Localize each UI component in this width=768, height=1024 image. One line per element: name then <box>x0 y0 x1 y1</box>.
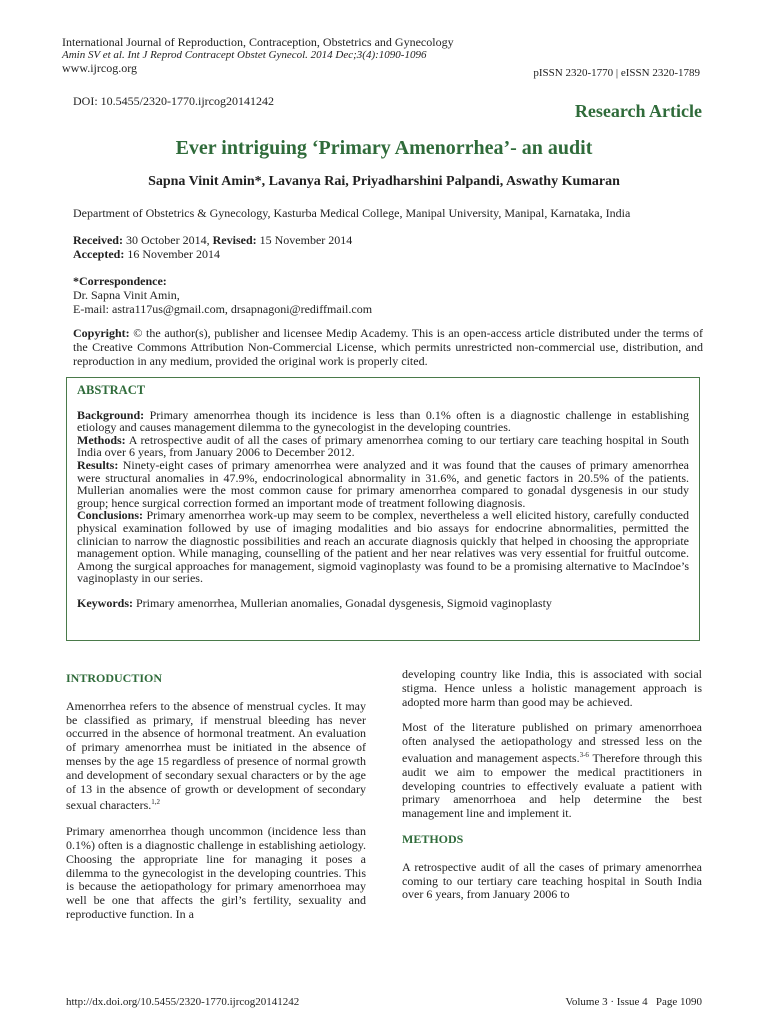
background-text: Primary amenorrhea though its incidence is less than 0.1% often is a diagnostic challenge in establishing etiology and causes management dilemma to the gynecologist in the developing countries. <box>77 407 689 435</box>
methods-heading: METHODS <box>402 831 464 846</box>
introduction-heading: INTRODUCTION <box>66 671 163 685</box>
citation: Amin SV et al. Int J Reprod Contracept Obstet Gynecol. 2014 Dec;3(4):1090-1096 <box>62 49 427 61</box>
methods-text: A retrospective audit of all the cases of primary amenorrhea coming to our tertiary care teaching hospital in South India over 6 years, from January 2006 to December 2012. <box>77 432 689 460</box>
intro-p4-text-a: Most of the literature published on primary amenorrhoea often analysed the aetiopathology and stressed less on the evaluation and management aspects. <box>402 720 702 765</box>
accepted-date: 16 November 2014 <box>124 247 220 261</box>
correspondence-name: Dr. Sapna Vinit Amin, <box>73 288 180 302</box>
conclusions-text: Primary amenorrhea work-up may seem to be complex, nevertheless a well elicited history, carefully conducted physical examination followed by use of imaging modalities and bio assays for endocrine abnormalities, permitted the clinician to narrow the diagnostic possibilities and reach an accurate diagnosis quickly that helped in choosing the appropriate management option. While managing, counselling of the patient and her near relatives was very essential for fruitful outcome. Among the surgical approaches for management, sigmoid vaginoplasty was found to be a promising alternative to MacIndoe’s vaginoplasty in our series. <box>77 508 689 586</box>
doi: DOI: 10.5455/2320-1770.ijrcog20141242 <box>73 94 274 108</box>
reference-superscript: 3-6 <box>579 750 589 759</box>
background-label: Background: <box>77 407 145 422</box>
journal-header <box>62 36 454 75</box>
intro-paragraph-3: developing country like India, this is associated with social stigma. Hence unless a holistic management approach is adopted more harm than good may be achieved. <box>402 667 702 709</box>
intro-p4-text-b: Therefore through this audit we aim to empower the medical practitioners in developing countries to effectively evaluate a patient with primary amenorrhoea and help determine the best management line and implement it. <box>402 750 703 821</box>
keywords-text: Primary amenorrhea, Mullerian anomalies, Gonadal dysgenesis, Sigmoid vaginoplasty <box>133 595 552 610</box>
conclusions-label: Conclusions: <box>77 508 144 523</box>
right-column <box>402 668 702 914</box>
footer-doi-link[interactable]: http://dx.doi.org/10.5455/2320-1770.ijrcog20141242 <box>66 996 300 1008</box>
methods-paragraph-1: A retrospective audit of all the cases of primary amenorrhea coming to our tertiary care teaching hospital in South India over 6 years, from January 2006 to <box>402 859 702 902</box>
copyright-label: Copyright: <box>73 326 130 340</box>
affiliation: Department of Obstetrics & Gynecology, Kasturba Medical College, Manipal University, Manipal, Karnataka, India <box>73 206 631 220</box>
accepted-label: Accepted: <box>73 247 125 261</box>
methods-label: Methods: <box>77 432 126 447</box>
abstract-conclusions <box>77 509 689 585</box>
abstract-background <box>77 409 689 434</box>
abstract-keywords <box>77 597 689 610</box>
results-label: Results: <box>77 457 119 472</box>
intro-paragraph-1 <box>66 700 366 813</box>
left-column <box>66 672 366 934</box>
results-text: Ninety-eight cases of primary amenorrhea were analyzed and it was found that the causes of primary amenorrhea were structural anomalies in 47.9%, endocrinological abnormality in 31.6%, and genetic factors in 20.5% of the patients. Mullerian anomalies were the most common cause for primary amenorrhea compared to gonadal dysgenesis in our study group; hence surgical correction formed an important mode of treatment following diagnosis. <box>77 457 689 510</box>
issn: pISSN 2320-1770 | eISSN 2320-1789 <box>533 67 700 79</box>
abstract-methods <box>77 434 689 459</box>
abstract-results <box>77 459 689 509</box>
abstract-box <box>66 377 700 641</box>
article-title: Ever intriguing ‘Primary Amenorrhea’- an audit <box>175 137 593 159</box>
revised-date: 15 November 2014 <box>256 233 353 247</box>
keywords-label: Keywords: <box>77 595 133 610</box>
intro-p1-text: Amenorrhea refers to the absence of menstrual cycles. It may be classified as primary, if menstrual bleeding has never occurred in the absence of hormonal treatment. An evaluation of primary amenorrhea must be initiated in the absence of menses by the age 15 regardless of presence of normal growth and development of secondary sexual characters or by the age of 13 in the absence of growth or development of secondary sexual characters. <box>66 698 366 813</box>
reference-superscript: 1,2 <box>151 798 161 807</box>
correspondence-label: *Correspondence: <box>73 274 167 288</box>
intro-paragraph-2: Primary amenorrhea though uncommon (incidence less than 0.1%) often is a diagnostic challenge in establishing aetiology. Choosing the appropriate line for managing it poses a dilemma to the gynecologist in the developing countries. This is because the aetiopathology for primary amenorrhoea may well be one that affects the girl’s fertility, sexuality and reproductive function. In a <box>66 824 366 921</box>
correspondence-email[interactable]: E-mail: astra117us@gmail.com, drsapnagoni@rediffmail.com <box>73 302 373 316</box>
correspondence <box>73 274 703 316</box>
footer-page-number: Page 1090 <box>655 996 702 1008</box>
dates <box>73 233 703 261</box>
journal-name: International Journal of Reproduction, Contraception, Obstetrics and Gynecology <box>62 35 454 49</box>
received-date: 30 October 2014, <box>122 233 213 247</box>
footer-page-info <box>565 996 702 1008</box>
copyright <box>73 326 703 368</box>
copyright-text: © the author(s), publisher and licensee Medip Academy. This is an open-access article distributed under the terms of the Creative Commons Attribution Non-Commercial License, which permits unrestricted non-commercial use, distribution, and reproduction in any medium, provided the original work is properly cited. <box>73 326 703 368</box>
footer-volume: Volume 3 · Issue 4 <box>565 996 648 1008</box>
article-type: Research Article <box>574 101 702 121</box>
author-list: Sapna Vinit Amin*, Lavanya Rai, Priyadharshini Palpandi, Aswathy Kumaran <box>148 174 620 189</box>
received-label: Received: <box>73 233 123 247</box>
intro-paragraph-4 <box>402 721 702 821</box>
revised-label: Revised: <box>212 233 257 247</box>
website-link[interactable]: www.ijrcog.org <box>62 61 137 75</box>
abstract-heading: ABSTRACT <box>77 383 146 397</box>
